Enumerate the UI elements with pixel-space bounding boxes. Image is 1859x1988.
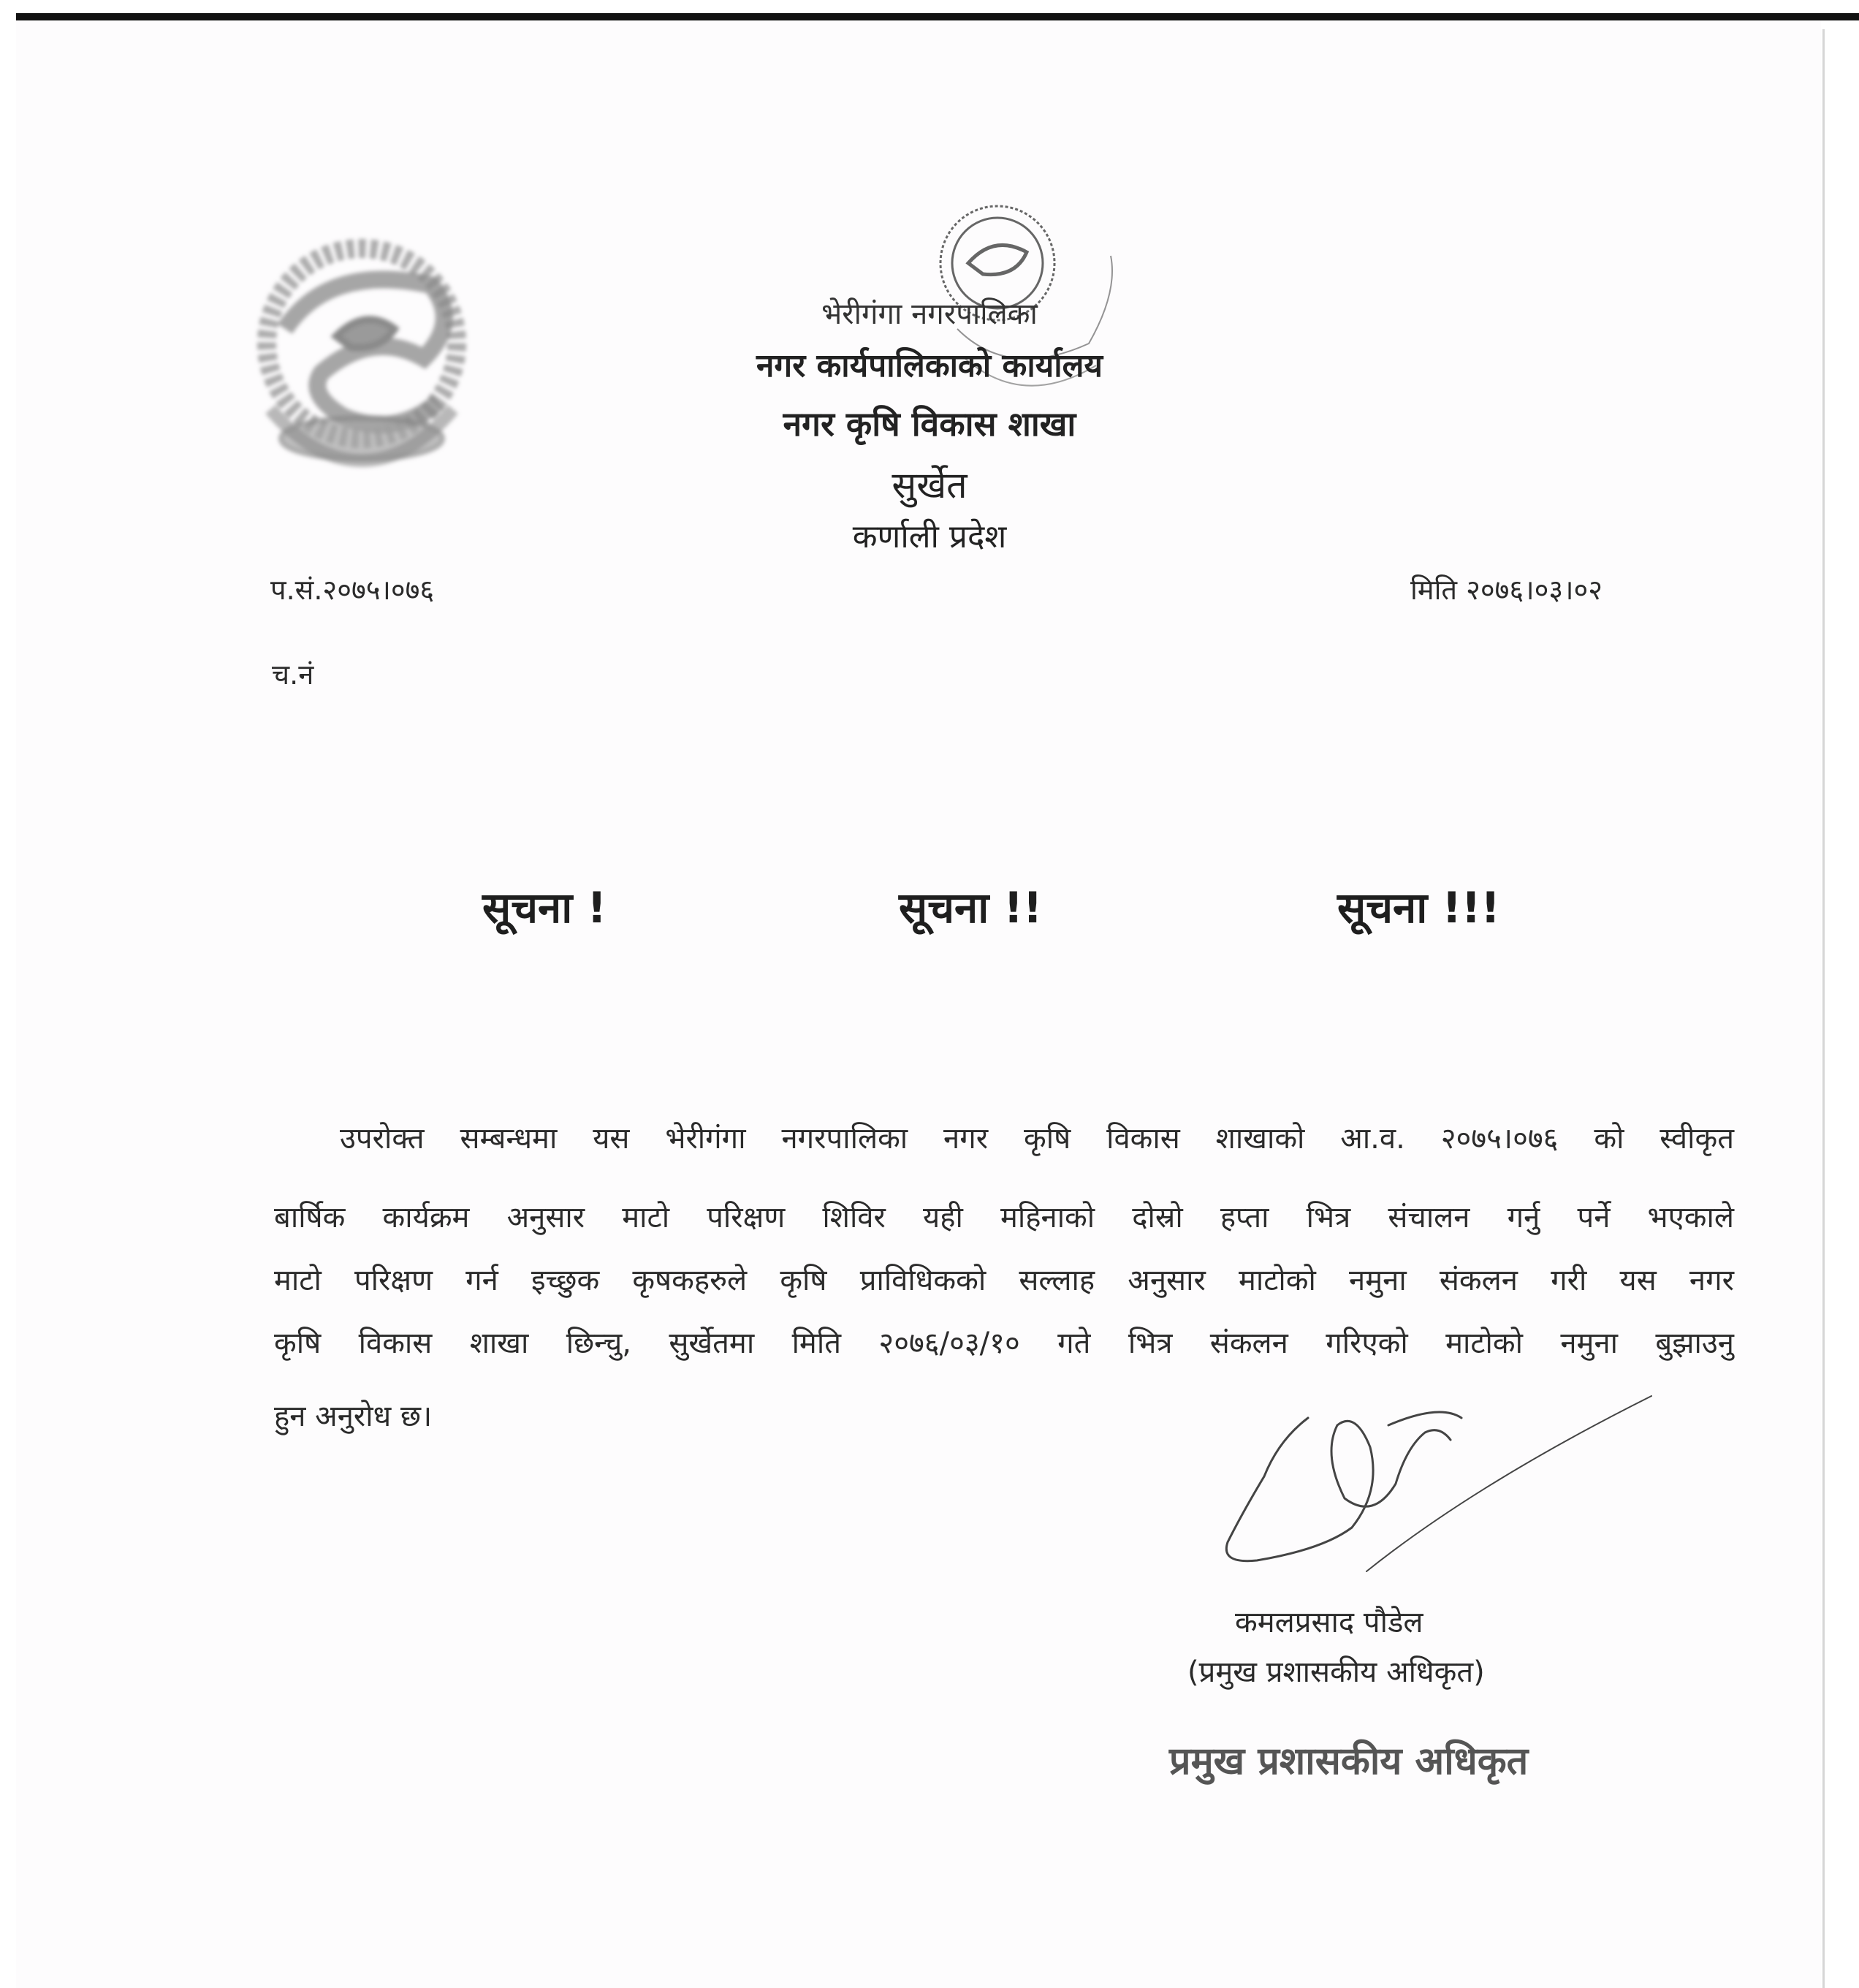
body-line: उपरोक्त सम्बन्धमा यस भेरीगंगा नगरपालिका नगर कृषि विकास शाखाको आ.व. २०७५।०७६ को स्वीकृत (340, 1122, 1734, 1156)
handwritten-signature-icon (1198, 1374, 1695, 1608)
body-line: बार्षिक कार्यक्रम अनुसार माटो परिक्षण शिविर यही महिनाको दोस्रो हप्ता भित्र संचालन गर्नु पर्ने भएकाले (274, 1201, 1734, 1234)
body-line: माटो परिक्षण गर्न इच्छुक कृषकहरुले कृषि प्राविधिकको सल्लाह अनुसार माटोको नमुना संकलन गरी यस नगर (274, 1264, 1734, 1297)
office-name: नगर कार्यपालिकाको कार्यालय (756, 347, 1103, 384)
body-line: हुन अनुरोध छ। (274, 1400, 433, 1433)
scan-border (16, 13, 1859, 20)
notice-heading: सूचना ! (482, 883, 607, 933)
body-line: कृषि विकास शाखा छिन्चु, सुर्खेतमा मिति २०७६/०३/१० गते भित्र संकलन गरिएको माटोको नमुना बुझाउनु (274, 1327, 1734, 1360)
branch-name: नगर कृषि विकास शाखा (783, 404, 1076, 444)
signatory-title: (प्रमुख प्रशासकीय अधिकृत) (1187, 1655, 1485, 1689)
dispatch-number: च.नं (272, 659, 314, 691)
location-name: सुर्खेत (892, 464, 967, 507)
municipality-name: भेरीगंगा नगरपालिका (821, 297, 1038, 331)
province-name: कर्णाली प्रदेश (852, 518, 1007, 555)
letter-date: मिति २०७६।०३।०२ (1410, 574, 1603, 606)
notice-heading: सूचना !!! (1337, 883, 1500, 933)
signatory-name: कमलप्रसाद पौडेल (1235, 1606, 1423, 1639)
official-title-stamp: प्रमुख प्रशासकीय अधिकृत (1169, 1740, 1529, 1783)
notice-heading: सूचना !! (899, 883, 1043, 933)
reference-number: प.सं.२०७५।०७६ (270, 574, 435, 606)
